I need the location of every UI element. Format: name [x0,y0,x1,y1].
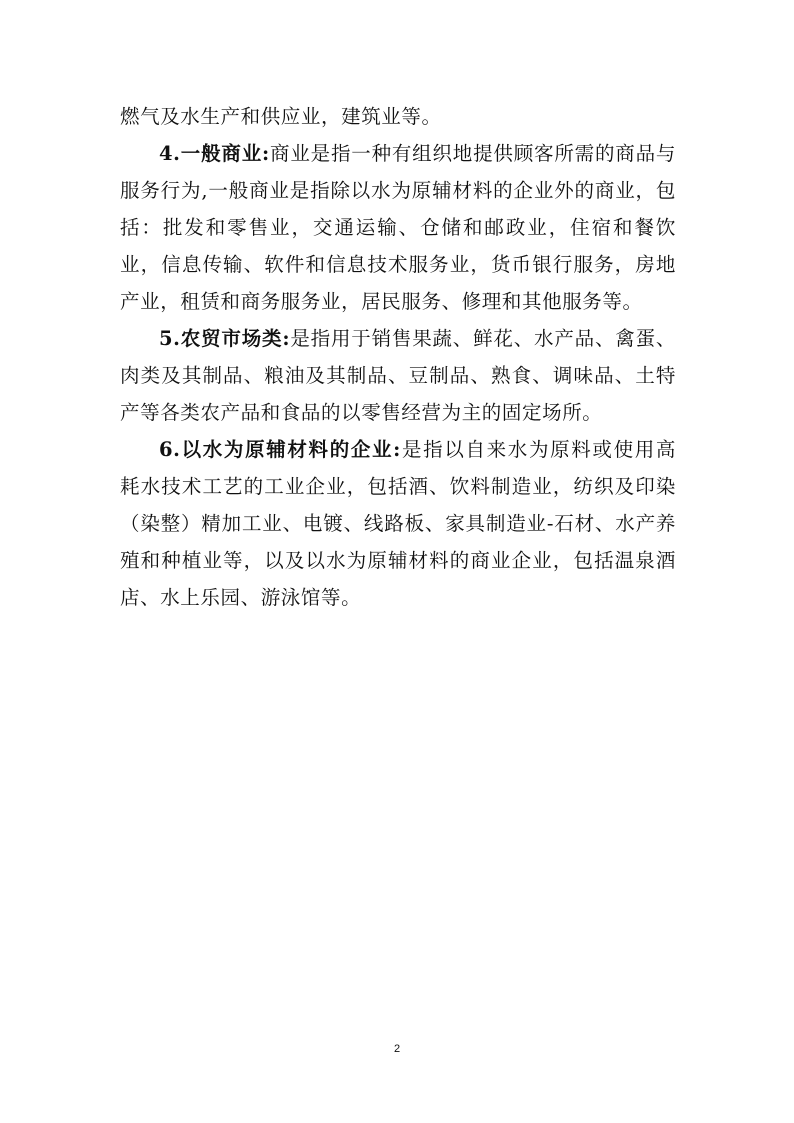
paragraph-general-commerce [120,135,676,320]
paragraph-text: 燃气及水生产和供应业，建筑业等。 [120,105,442,128]
term-general-commerce: 4.一般商业: [159,142,270,165]
paragraph-text: 是指用于销售果蔬、鲜花、水产品、禽蛋、肉类及其制品、粮油及其制品、豆制品、熟食、调味品、土特产等各类农产品和食品的以零售经营为主的固定场所。 [120,327,677,424]
paragraph-water-enterprises [120,431,676,616]
term-water-enterprises: 6.以水为原辅材料的企业: [159,438,401,461]
term-farmers-market: 5.农贸市场类: [159,327,291,350]
document-body [120,98,676,616]
paragraph-text: 商业是指一种有组织地提供顾客所需的商品与服务行为,一般商业是指除以水为原辅材料的企业外的商业，包括：批发和零售业，交通运输、仓储和邮政业，住宿和餐饮业，信息传输、软件和信息技术服务业，货币银行服务，房地产业，租赁和商务服务业，居民服务、修理和其他服务等。 [120,142,676,313]
page-number: 2 [393,1043,401,1055]
paragraph-text: 是指以自来水为原料或使用高 耗水技术工艺的工业企业，包括酒、饮料制造业，纺织及印染（染整）精加工业、电镀、线路板、家具制造业-石材、水产养殖和种植业等，以及以水为原辅材料的商业企业，包括温泉酒店、水上乐园、游泳馆等。 [120,438,676,609]
paragraph-farmers-market [120,320,676,431]
paragraph-continuation [120,98,676,135]
